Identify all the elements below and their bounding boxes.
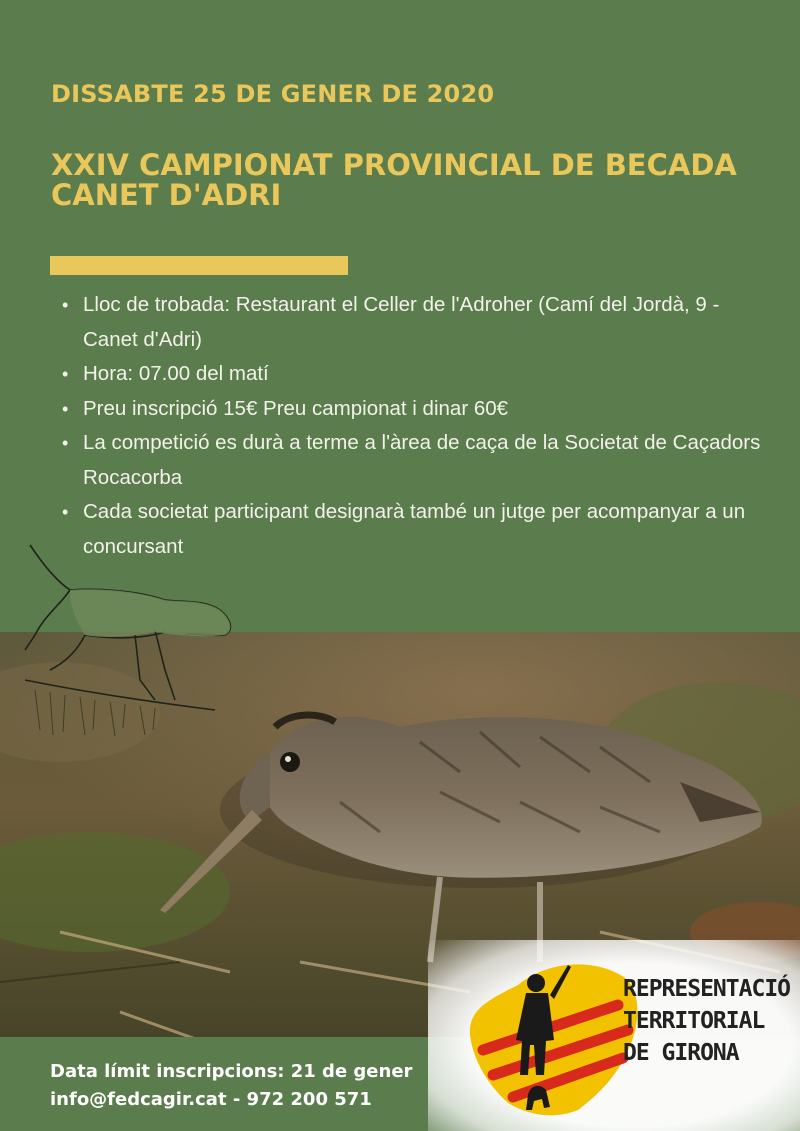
logo-text-line-3: DE GIRONA bbox=[623, 1040, 739, 1066]
dog-sketch-illustration bbox=[15, 540, 245, 740]
logo-text-line-1: REPRESENTACIÓ bbox=[623, 976, 791, 1002]
event-title-line-2: CANET D'ADRI bbox=[51, 178, 282, 212]
detail-time: • Hora: 07.00 del matí bbox=[62, 357, 762, 392]
logo-text bbox=[623, 973, 800, 1069]
detail-judge: • Cada societat participant designarà també un jutge per acompanyar a un concursant bbox=[62, 495, 762, 564]
event-details-list bbox=[62, 288, 762, 564]
detail-price: • Preu inscripció 15€ Preu campionat i dinar 60€ bbox=[62, 392, 762, 427]
event-title-line-1: XXIV CAMPIONAT PROVINCIAL DE BECADA bbox=[51, 148, 737, 182]
event-title bbox=[51, 150, 771, 210]
accent-bar bbox=[50, 256, 348, 275]
event-date: DISSABTE 25 DE GENER DE 2020 bbox=[51, 80, 495, 108]
catalonia-map-logo bbox=[458, 945, 648, 1125]
logo-text-line-2: TERRITORIAL bbox=[623, 1008, 765, 1034]
registration-deadline: Data límit inscripcions: 21 de gener bbox=[50, 1061, 413, 1082]
federation-logo bbox=[428, 940, 800, 1131]
contact-info: info@fedcagir.cat - 972 200 571 bbox=[50, 1089, 372, 1110]
detail-hunting-area: • La competició es durà a terme a l'àrea de caça de la Societat de Caçadors Rocacorba bbox=[62, 426, 762, 495]
detail-meeting-place: • Lloc de trobada: Restaurant el Celler de l'Adroher (Camí del Jordà, 9 -Canet d'Adri) bbox=[62, 288, 762, 357]
